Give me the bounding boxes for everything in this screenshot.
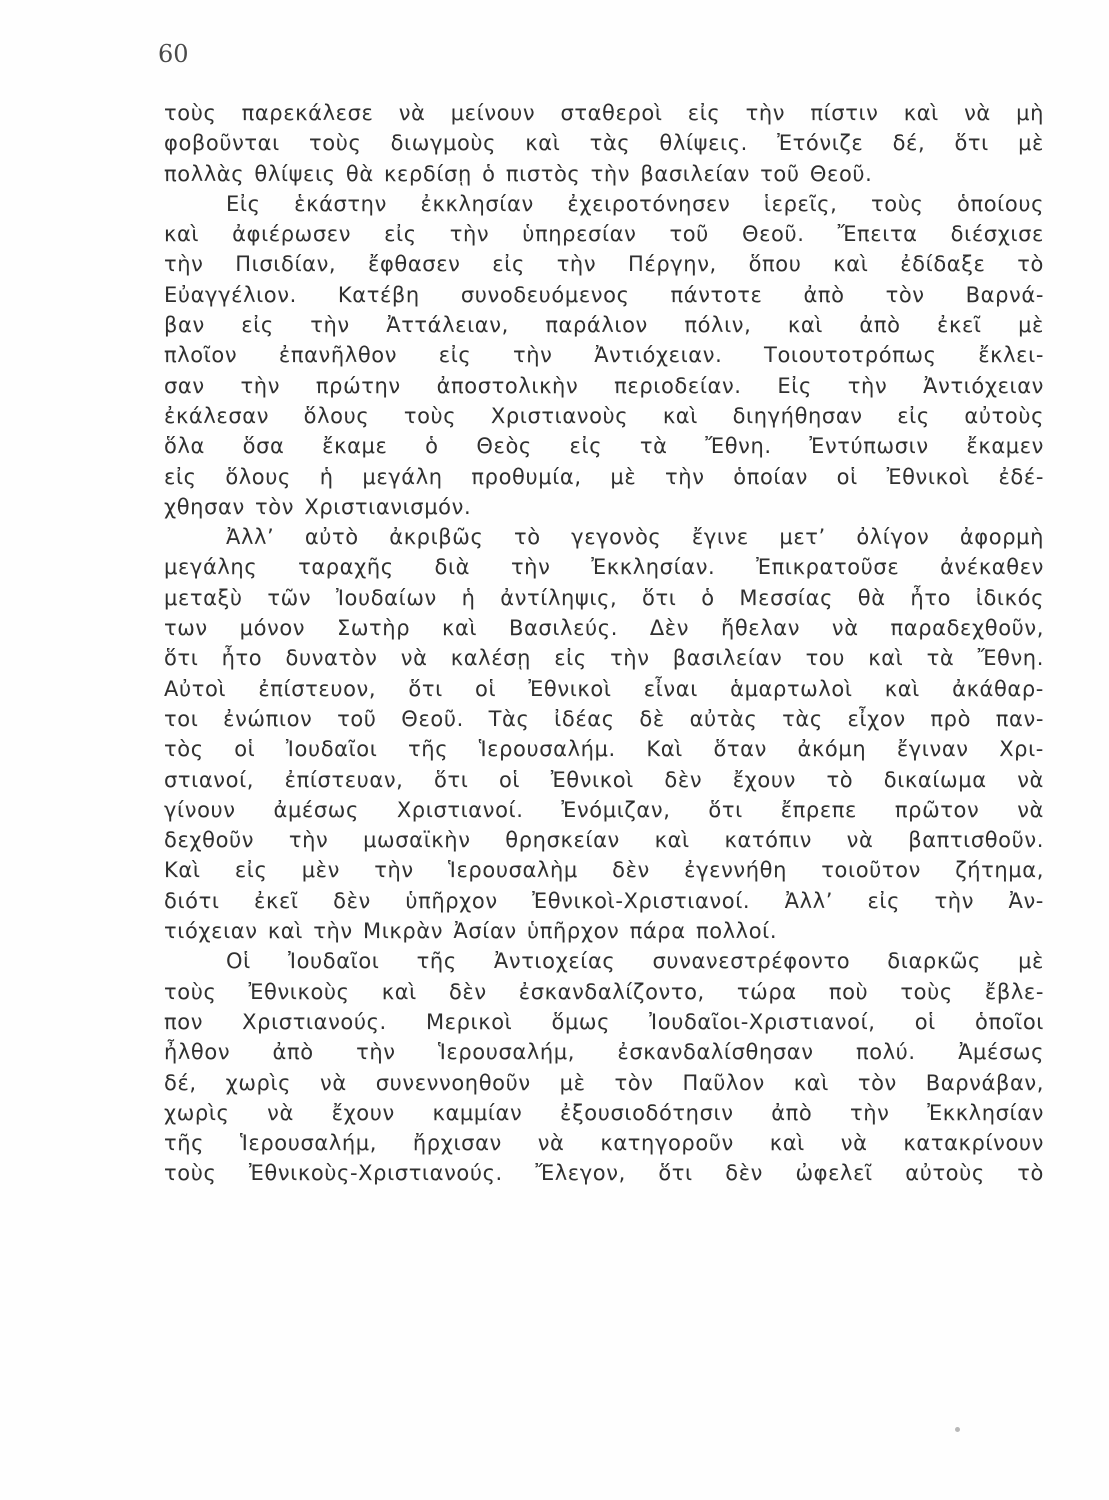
text-line: διότι ἐκεῖ δὲν ὑπῆρχον Ἐθνικοὶ-Χριστιανοί. Ἀλλ’ εἰς τὴν Ἀν- [164,888,1044,913]
text-line: τῆς Ἱερουσαλήμ, ἤρχισαν νὰ κατηγοροῦν καὶ νὰ κατακρίνουν [164,1131,1044,1156]
text-line: τοὺς Ἐθνικοὺς-Χριστιανούς. Ἔλεγον, ὅτι δὲν ὠφελεῖ αὐτοὺς τὸ [164,1161,1044,1186]
text-line: Οἱ Ἰουδαῖοι τῆς Ἀντιοχείας συνανεστρέφοντο διαρκῶς μὲ [226,949,1044,974]
text-line: τοὺς παρεκάλεσε νὰ μείνουν σταθεροὶ εἰς τὴν πίστιν καὶ νὰ μὴ [164,101,1044,125]
text-line: πλοῖον ἐπανῆλθον εἰς τὴν Ἀντιόχειαν. Τοιουτοτρόπως ἔκλει- [164,343,1044,368]
text-line: πολλὰς θλίψεις θὰ κερδίσῃ ὁ πιστὸς τὴν βασιλείαν τοῦ Θεοῦ. [164,161,873,186]
text-line: εἰς ὅλους ἡ μεγάλη προθυμία, μὲ τὴν ὁποίαν οἱ Ἐθνικοὶ ἐδέ- [164,464,1044,489]
text-line: δέ, χωρὶς νὰ συνεννοηθοῦν μὲ τὸν Παῦλον καὶ τὸν Βαρνάβαν, [164,1070,1044,1095]
text-line: βαν εἰς τὴν Ἀττάλειαν, παράλιον πόλιν, καὶ ἀπὸ ἐκεῖ μὲ [164,313,1044,338]
text-line: Ἀλλ’ αὐτὸ ἀκριβῶς τὸ γεγονὸς ἔγινε μετ’ ὀλίγον ἀφορμὴ [226,525,1044,550]
text-line: φοβοῦνται τοὺς διωγμοὺς καὶ τὰς θλίψεις. Ἐτόνιζε δέ, ὅτι μὲ [164,131,1044,156]
text-line: ἐκάλεσαν ὅλους τοὺς Χριστιανοὺς καὶ διηγήθησαν εἰς αὐτοὺς [164,403,1044,428]
text-line: τοὺς Ἐθνικοὺς καὶ δὲν ἐσκανδαλίζοντο, τώρα ποὺ τοὺς ἔβλε- [164,979,1044,1004]
text-line: μεγάλης ταραχῆς διὰ τὴν Ἐκκλησίαν. Ἐπικρατοῦσε ἀνέκαθεν [164,555,1044,580]
text-line: Καὶ εἰς μὲν τὴν Ἱερουσαλὴμ δὲν ἐγεννήθη τοιοῦτον ζήτημα, [164,858,1044,883]
text-line: καὶ ἀφιέρωσεν εἰς τὴν ὑπηρεσίαν τοῦ Θεοῦ. Ἔπειτα διέσχισε [164,222,1044,247]
text-line: Εἰς ἑκάστην ἐκκλησίαν ἐχειροτόνησεν ἱερεῖς, τοὺς ὁποίους [226,191,1044,216]
text-line: ἦλθον ἀπὸ τὴν Ἱερουσαλήμ, ἐσκανδαλίσθησαν πολύ. Ἀμέσως [164,1040,1044,1065]
text-line: τὴν Πισιδίαν, ἔφθασεν εἰς τὴν Πέργην, ὅπου καὶ ἐδίδαξε τὸ [164,252,1044,277]
text-line: Εὐαγγέλιον. Κατέβη συνοδευόμενος πάντοτε ἀπὸ τὸν Βαρνά- [164,282,1044,307]
paragraph-3 [164,522,1044,946]
text-line: μεταξὺ τῶν Ἰουδαίων ἡ ἀντίληψις, ὅτι ὁ Μεσσίας θὰ ἦτο ἰδικός [164,585,1044,610]
text-line: γίνουν ἀμέσως Χριστιανοί. Ἐνόμιζαν, ὅτι ἔπρεπε πρῶτον νὰ [164,797,1044,822]
text-line: δεχθοῦν τὴν μωσαϊκὴν θρησκείαν καὶ κατόπιν νὰ βαπτισθοῦν. [164,828,1044,853]
page-number: 60 [158,40,189,68]
scan-speck [955,1427,960,1432]
paragraph-4 [164,946,1044,1188]
body-text [164,98,1044,1189]
text-line: σαν τὴν πρώτην ἀποστολικὴν περιοδείαν. Εἰς τὴν Ἀντιόχειαν [164,373,1044,398]
text-line: ὅτι ἦτο δυνατὸν νὰ καλέσῃ εἰς τὴν βασιλείαν του καὶ τὰ Ἔθνη. [164,646,1044,671]
paragraph-2 [164,189,1044,522]
text-line: στιανοί, ἐπίστευαν, ὅτι οἱ Ἐθνικοὶ δὲν ἔχουν τὸ δικαίωμα νὰ [164,767,1044,792]
text-line: τιόχειαν καὶ τὴν Μικρὰν Ἀσίαν ὑπῆρχον πάρα πολλοί. [164,919,778,944]
text-line: χωρὶς νὰ ἔχουν καμμίαν ἐξουσιοδότησιν ἀπὸ τὴν Ἐκκλησίαν [164,1100,1044,1125]
text-line: πον Χριστιανούς. Μερικοὶ ὅμως Ἰουδαῖοι-Χριστιανοί, οἱ ὁποῖοι [164,1009,1044,1034]
text-line: τὸς οἱ Ἰουδαῖοι τῆς Ἱερουσαλήμ. Καὶ ὅταν ἀκόμη ἔγιναν Χρι- [164,737,1044,762]
text-line: ὅλα ὅσα ἔκαμε ὁ Θεὸς εἰς τὰ Ἔθνη. Ἐντύπωσιν ἔκαμεν [164,434,1044,459]
text-line: χθησαν τὸν Χριστιανισμόν. [164,494,472,519]
text-line: τοι ἐνώπιον τοῦ Θεοῦ. Τὰς ἰδέας δὲ αὐτὰς τὰς εἶχον πρὸ παν- [164,706,1044,731]
paragraph-1 [164,98,1044,189]
text-line: των μόνον Σωτὴρ καὶ Βασιλεύς. Δὲν ἤθελαν νὰ παραδεχθοῦν, [164,616,1044,641]
text-line: Αὐτοὶ ἐπίστευον, ὅτι οἱ Ἐθνικοὶ εἶναι ἁμαρτωλοὶ καὶ ἀκάθαρ- [164,676,1044,701]
